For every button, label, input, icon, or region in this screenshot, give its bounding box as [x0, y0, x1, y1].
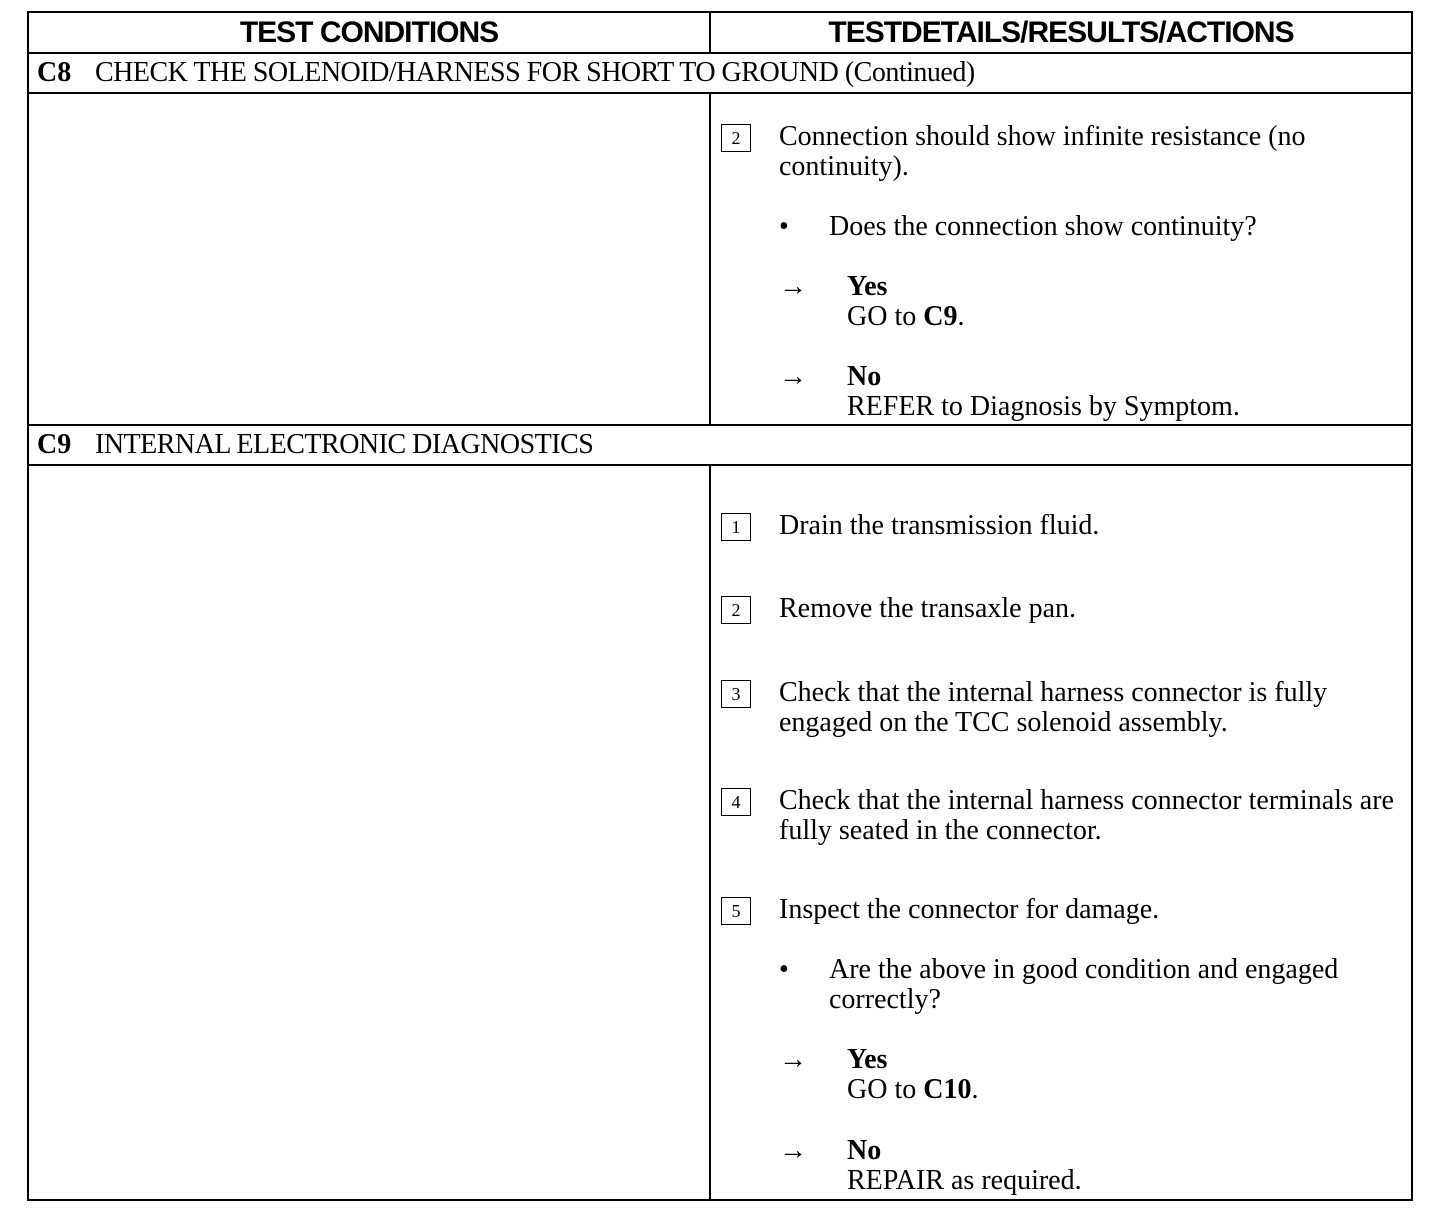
test-conditions-cell-c9 — [29, 466, 711, 1199]
step-text: Connection should show infinite resistance (no continuity). — [779, 121, 1306, 182]
column-header-test-conditions: TEST CONDITIONS — [29, 13, 711, 54]
test-conditions-cell-c8 — [29, 94, 711, 424]
step-item — [721, 786, 1401, 846]
section-header-c8 — [29, 54, 1411, 94]
step-item — [721, 511, 1401, 541]
section-code: C9 — [37, 429, 72, 460]
step-number-box: 3 — [721, 680, 751, 708]
section-title: CHECK THE SOLENOID/HARNESS FOR SHORT TO GROUND (Continued) — [95, 57, 975, 88]
step-number-box: 4 — [721, 788, 751, 816]
arrow-right-icon: → — [779, 1044, 807, 1075]
bullet-icon: • — [779, 954, 789, 985]
step-text: Drain the transmission fluid. — [779, 510, 1100, 541]
question-item — [779, 212, 1401, 242]
step-item — [721, 594, 1401, 624]
bullet-icon: • — [779, 211, 789, 242]
answer-label: Yes — [847, 1044, 888, 1075]
answer-yes — [779, 272, 1401, 332]
arrow-right-icon: → — [779, 271, 807, 302]
step-item — [721, 122, 1401, 182]
question-text: Does the connection show continuity? — [829, 211, 1257, 242]
step-number-box: 2 — [721, 596, 751, 624]
question-text: Are the above in good condition and engaged correctly? — [829, 954, 1339, 1015]
test-details-cell-c8 — [711, 94, 1411, 424]
section-code: C8 — [37, 57, 72, 88]
step-item — [721, 895, 1401, 925]
step-number-box: 5 — [721, 897, 751, 925]
column-header-test-details: TESTDETAILS/RESULTS/ACTIONS — [711, 13, 1411, 54]
step-item — [721, 678, 1401, 738]
answer-reference: C9 — [923, 301, 958, 332]
answer-reference: C10 — [923, 1074, 972, 1105]
answer-no — [779, 1136, 1401, 1196]
answer-action: GO to C10. — [847, 1074, 979, 1105]
step-text: Check that the internal harness connector terminals are fully seated in the connector. — [779, 785, 1394, 846]
answer-action: REPAIR as required. — [847, 1165, 1082, 1196]
step-text: Inspect the connector for damage. — [779, 894, 1160, 925]
question-item — [779, 955, 1401, 1015]
answer-no — [779, 362, 1401, 422]
test-details-cell-c9 — [711, 466, 1411, 1199]
section-title: INTERNAL ELECTRONIC DIAGNOSTICS — [95, 429, 594, 460]
diagnostic-table — [27, 11, 1413, 1201]
answer-action: GO to C9. — [847, 301, 965, 332]
step-text: Remove the transaxle pan. — [779, 593, 1077, 624]
section-header-c9 — [29, 426, 1411, 466]
step-number-box: 1 — [721, 513, 751, 541]
arrow-right-icon: → — [779, 361, 807, 392]
step-number-box: 2 — [721, 124, 751, 152]
arrow-right-icon: → — [779, 1135, 807, 1166]
answer-yes — [779, 1045, 1401, 1105]
answer-label: Yes — [847, 271, 888, 302]
answer-label: No — [847, 361, 882, 392]
answer-label: No — [847, 1135, 882, 1166]
step-text: Check that the internal harness connector is fully engaged on the TCC solenoid assembly. — [779, 677, 1328, 738]
answer-action: REFER to Diagnosis by Symptom. — [847, 391, 1240, 422]
